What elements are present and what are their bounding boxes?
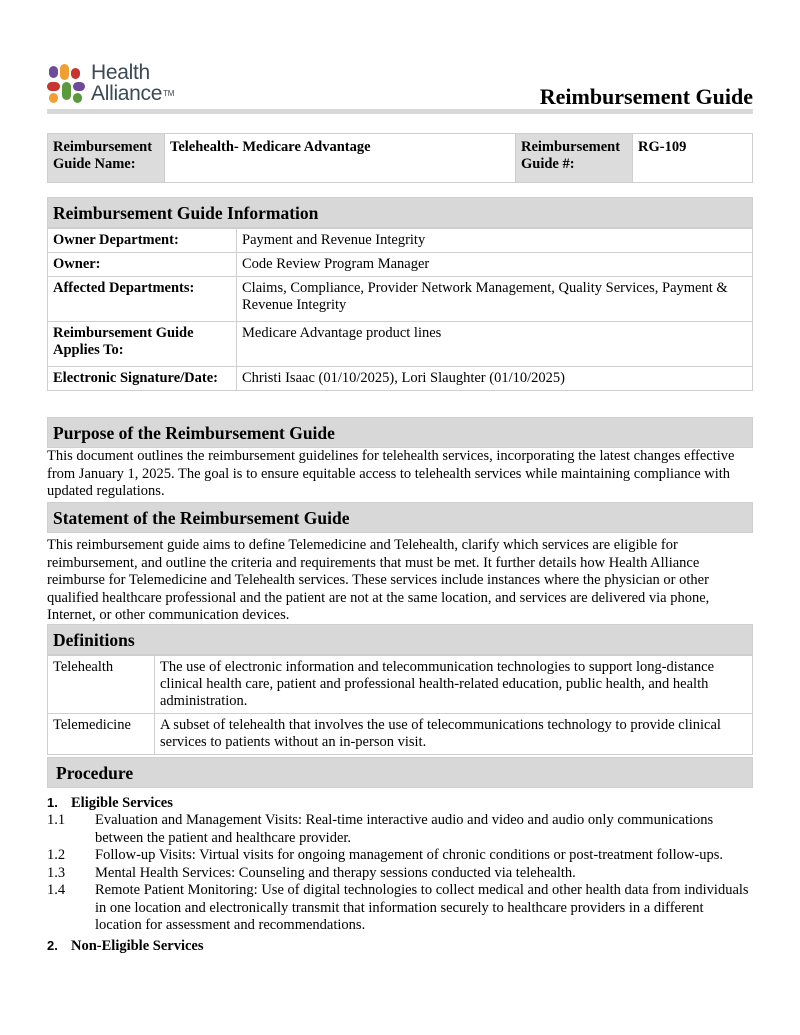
info-key: Affected Departments: xyxy=(48,277,237,322)
table-row xyxy=(48,229,753,253)
table-row xyxy=(48,714,753,755)
trademark-mark: TM xyxy=(163,89,175,98)
purpose-section xyxy=(47,417,753,501)
procedure-subsection-heading xyxy=(47,794,753,812)
info-value: Medicare Advantage product lines xyxy=(237,322,753,367)
section-heading: Procedure xyxy=(47,757,753,788)
purpose-text: This document outlines the reimbursement guidelines for telehealth services, incorporating the latest changes effective from January 1, 2025. The goal is to ensure equitable access to telehealth services while maintaining compliance with updated regulations. xyxy=(47,448,735,499)
document-title: Reimbursement Guide xyxy=(539,84,753,109)
info-key: Electronic Signature/Date: xyxy=(48,367,237,391)
info-value: Christi Isaac (01/10/2025), Lori Slaughter (01/10/2025) xyxy=(237,367,753,391)
info-key: Owner Department: xyxy=(48,229,237,253)
subsection-number: 2. xyxy=(47,937,58,953)
item-number: 1.4 xyxy=(47,882,66,898)
table-row xyxy=(48,253,753,277)
table-row xyxy=(48,367,753,391)
definitions-section xyxy=(47,624,753,755)
guide-number-label: Reimbursement Guide #: xyxy=(516,134,633,183)
list-item xyxy=(47,882,753,935)
guide-information-table xyxy=(47,228,753,391)
table-row xyxy=(48,656,753,714)
definition-text: A subset of telehealth that involves the use of telecommunications technology to provide clinical services to patients without an in-person visit. xyxy=(155,714,753,755)
logo-wordmark-line2: Alliance™ xyxy=(91,82,175,105)
item-text: Evaluation and Management Visits: Real-time interactive audio and video and audio only communications between the patient and healthcare provider. xyxy=(95,812,714,846)
section-heading: Purpose of the Reimbursement Guide xyxy=(47,417,753,448)
item-text: Mental Health Services: Counseling and therapy sessions conducted via telehealth. xyxy=(95,864,576,881)
health-alliance-logo xyxy=(47,60,197,110)
procedure-subsection-heading xyxy=(47,937,753,955)
subsection-title: Non-Eligible Services xyxy=(71,937,204,954)
subsection-title: Eligible Services xyxy=(71,795,173,811)
table-row xyxy=(48,277,753,322)
guide-name-label: Reimbursement Guide Name: xyxy=(48,134,165,183)
item-number: 1.2 xyxy=(47,847,66,863)
section-heading: Statement of the Reimbursement Guide xyxy=(47,502,753,533)
header-divider xyxy=(47,109,753,114)
list-item xyxy=(47,812,753,847)
item-number: 1.3 xyxy=(47,864,66,881)
logo-mark-icon xyxy=(47,64,87,106)
guide-number-value: RG-109 xyxy=(633,134,753,183)
list-item xyxy=(47,865,753,883)
statement-section xyxy=(47,502,753,625)
list-item xyxy=(47,847,753,865)
item-text: Remote Patient Monitoring: Use of digital technologies to collect medical and other health data from individuals in one location and electronically transmit that information securely to healthcare providers in a different location for assessment and recommendations. xyxy=(95,882,749,933)
logo-wordmark-line1: Health xyxy=(91,61,150,84)
section-heading: Definitions xyxy=(47,624,753,655)
definitions-table xyxy=(47,655,753,755)
subsection-number: 1. xyxy=(47,795,58,810)
item-number: 1.1 xyxy=(47,812,66,828)
table-row xyxy=(48,322,753,367)
definition-text: The use of electronic information and telecommunication technologies to support long-distance clinical health care, patient and professional health-related education, public health, and health administration. xyxy=(155,656,753,714)
statement-text: This reimbursement guide aims to define Telemedicine and Telehealth, clarify which services are eligible for reimbursement, and outline the criteria and requirements that must be met. It further details how Health Alliance reimburse for Telemedicine and Telehealth services. These services include instances where the physician or other qualified healthcare professional and the patient are not at the same location, and services are delivered via phone, Internet, or other communication devices. xyxy=(47,537,710,623)
info-key: Reimbursement Guide Applies To: xyxy=(48,322,237,367)
item-text: Follow-up Visits: Virtual visits for ongoing management of chronic conditions or post-treatment follow-ups. xyxy=(95,847,723,863)
guide-name-value: Telehealth- Medicare Advantage xyxy=(165,134,516,183)
section-heading: Reimbursement Guide Information xyxy=(47,197,753,228)
procedure-section xyxy=(47,757,753,955)
guide-name-table xyxy=(47,133,753,183)
info-value: Claims, Compliance, Provider Network Management, Quality Services, Payment & Revenue Integrity xyxy=(237,277,753,322)
info-key: Owner: xyxy=(48,253,237,277)
info-value: Payment and Revenue Integrity xyxy=(237,229,753,253)
info-value: Code Review Program Manager xyxy=(237,253,753,277)
definition-term: Telemedicine xyxy=(48,714,155,755)
definition-term: Telehealth xyxy=(48,656,155,714)
guide-information-section xyxy=(47,197,753,391)
